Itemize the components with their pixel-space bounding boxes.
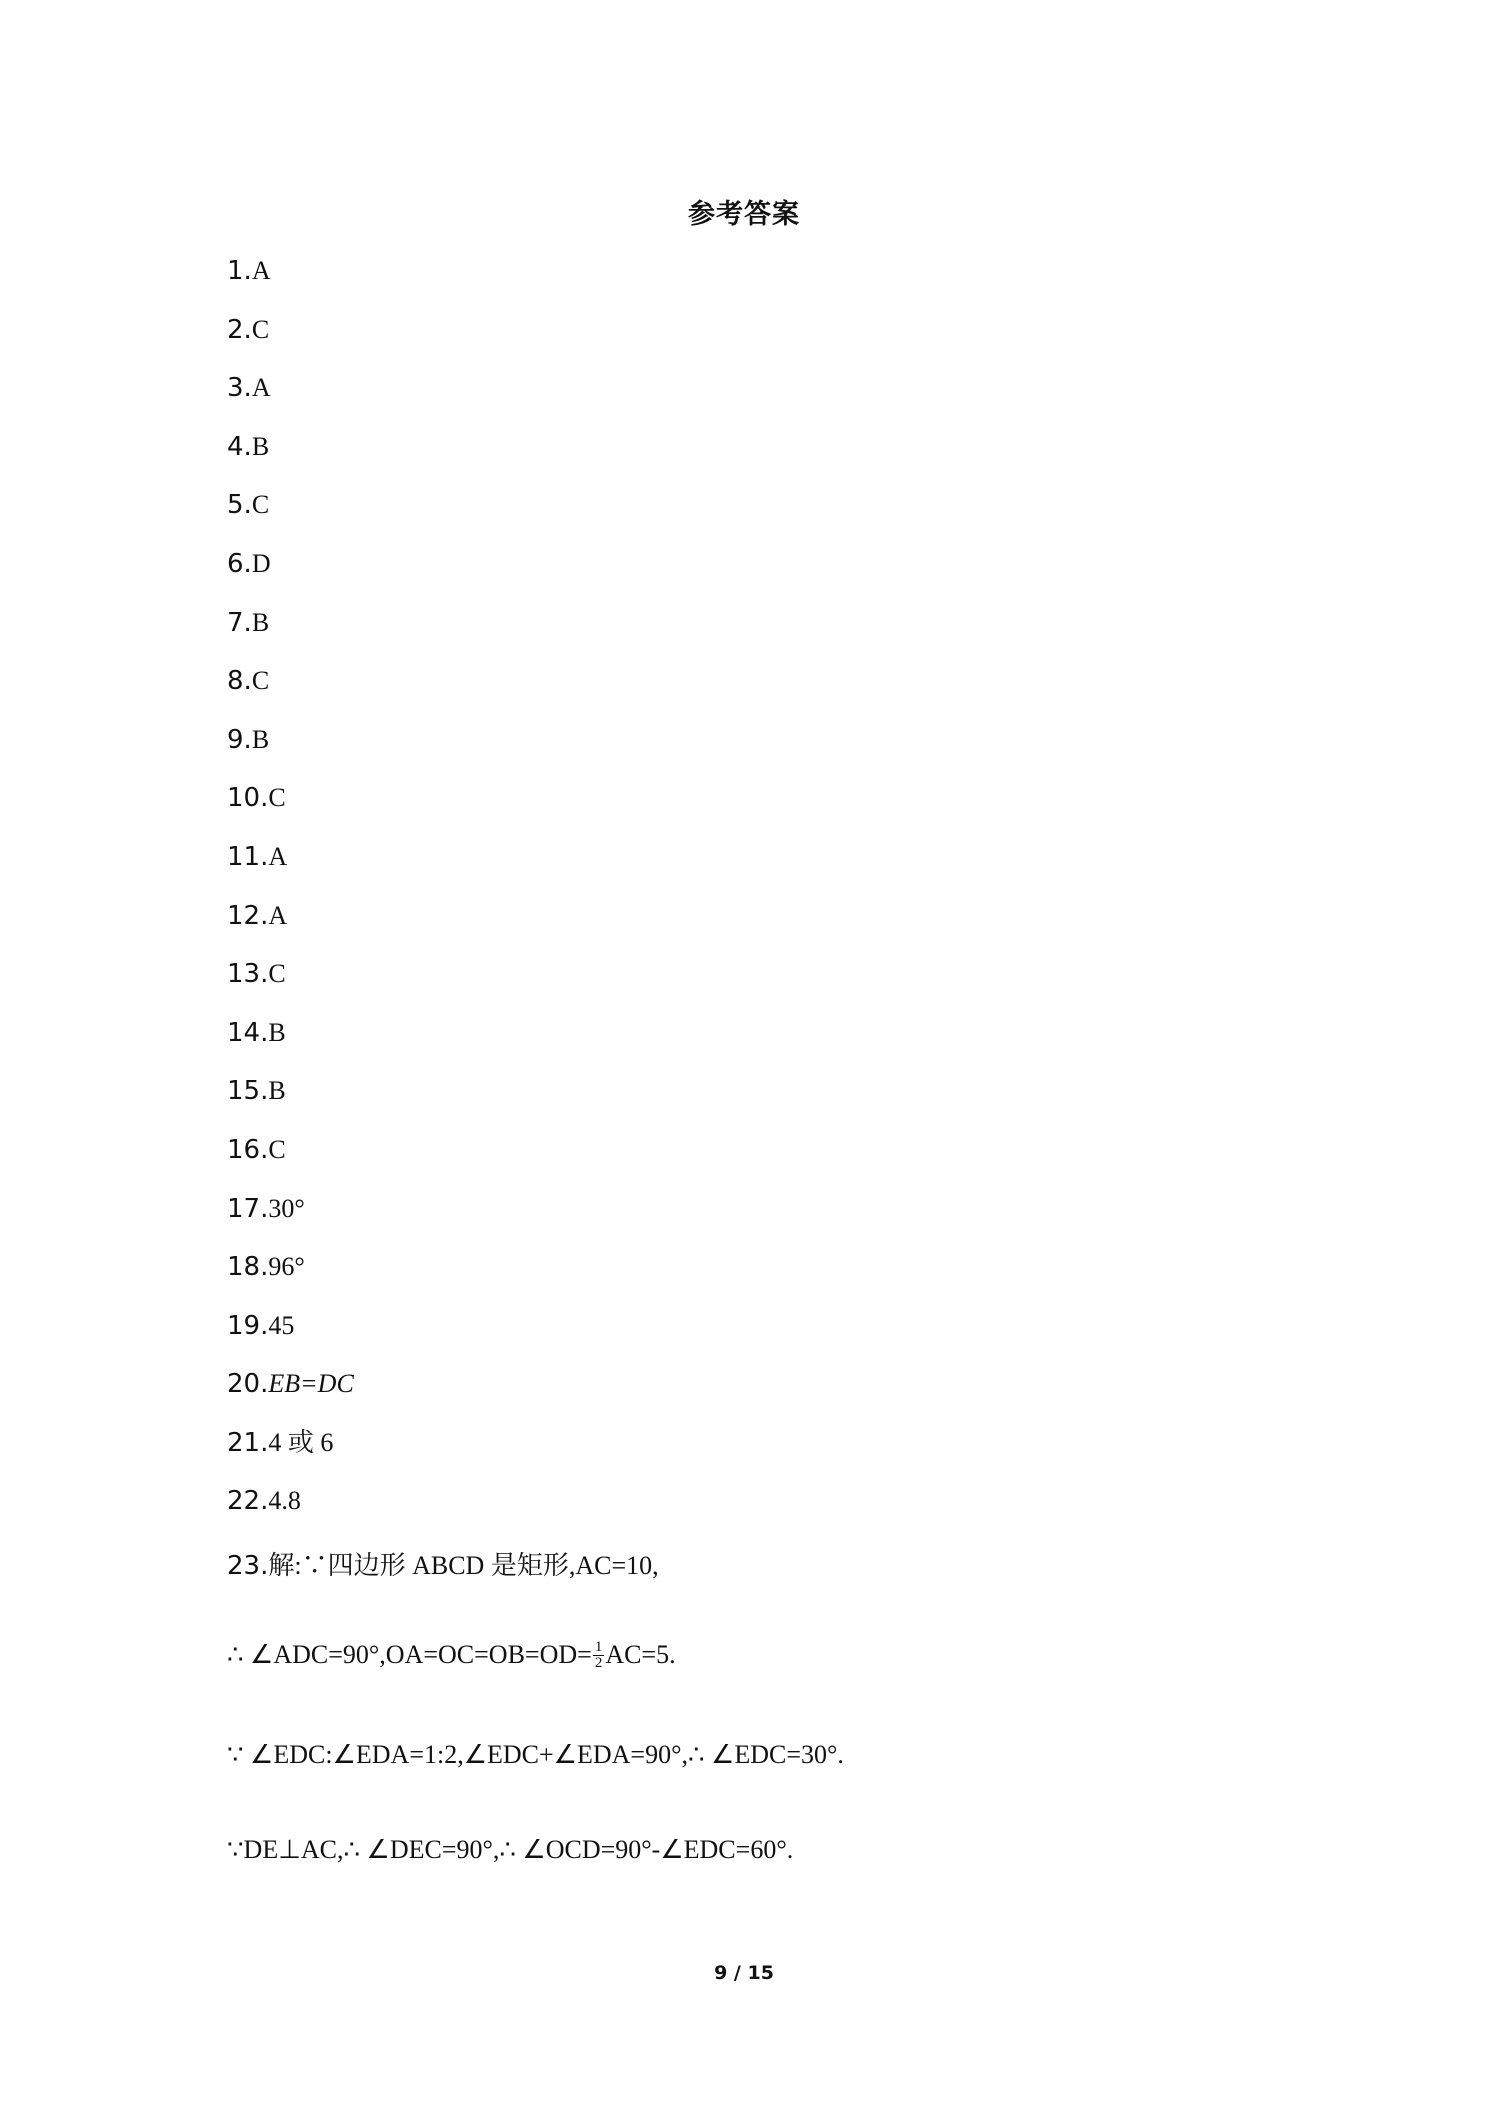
solution-line-1 bbox=[227, 1545, 659, 1582]
answer-number: 14. bbox=[227, 1017, 269, 1048]
answer-item-17 bbox=[227, 1190, 354, 1249]
answer-item-14 bbox=[227, 1014, 354, 1073]
question-number: 23. bbox=[227, 1551, 269, 1581]
answer-item-9 bbox=[227, 721, 354, 780]
solution-text: ∴ ∠ADC=90°,OA=OC=OB=OD= bbox=[227, 1640, 592, 1669]
page-title: 参考答案 bbox=[688, 199, 800, 230]
answer-value: C bbox=[268, 959, 286, 989]
answer-number: 1. bbox=[227, 256, 252, 286]
answer-number: 15. bbox=[227, 1076, 269, 1107]
fraction-numerator: 1 bbox=[594, 1638, 603, 1655]
answer-value: C bbox=[251, 666, 270, 696]
answer-number: 6. bbox=[227, 548, 252, 579]
answer-value: D bbox=[251, 548, 271, 578]
answer-value: B bbox=[251, 724, 270, 754]
answer-number: 21. bbox=[227, 1427, 269, 1458]
answer-number: 8. bbox=[227, 666, 252, 697]
page-number: 9 / 15 bbox=[714, 1962, 774, 1984]
answer-item-18 bbox=[227, 1248, 354, 1307]
answer-number: 10. bbox=[227, 783, 269, 814]
answer-value: C bbox=[268, 1134, 286, 1164]
answer-value: B bbox=[268, 1076, 286, 1106]
answer-value: C bbox=[268, 783, 286, 813]
answer-item-4 bbox=[227, 428, 354, 487]
answer-value: B bbox=[268, 1017, 286, 1047]
answer-item-21 bbox=[227, 1424, 354, 1483]
answer-value: 4.8 bbox=[268, 1486, 301, 1516]
answer-item-15 bbox=[227, 1072, 354, 1131]
answer-value: EB=DC bbox=[268, 1369, 354, 1399]
answer-item-3 bbox=[227, 369, 354, 428]
answer-number: 12. bbox=[227, 900, 269, 931]
answer-value: B bbox=[251, 431, 270, 461]
answer-item-22 bbox=[227, 1482, 354, 1541]
fraction-denominator: 2 bbox=[594, 1654, 603, 1671]
solution-line-2 bbox=[227, 1640, 676, 1673]
answer-value: A bbox=[251, 373, 271, 403]
answer-number: 11. bbox=[227, 841, 269, 872]
answer-number: 22. bbox=[227, 1486, 269, 1517]
answer-value: C bbox=[251, 490, 270, 520]
solution-line-3: ∵ ∠EDC:∠EDA=1:2,∠EDC+∠EDA=90°,∴ ∠EDC=30°. bbox=[227, 1740, 844, 1769]
answer-item-5 bbox=[227, 486, 354, 545]
answer-number: 9. bbox=[227, 724, 252, 755]
answer-number: 16. bbox=[227, 1134, 269, 1165]
answer-value: 96° bbox=[268, 1252, 305, 1282]
answer-item-10 bbox=[227, 779, 354, 838]
answer-item-6 bbox=[227, 545, 354, 604]
solution-line-4: ∵DE⊥AC,∴ ∠DEC=90°,∴ ∠OCD=90°-∠EDC=60°. bbox=[227, 1835, 794, 1864]
solution-text: 解:∵四边形 ABCD 是矩形,AC=10, bbox=[268, 1551, 659, 1580]
answer-number: 4. bbox=[227, 431, 252, 462]
answer-item-7 bbox=[227, 604, 354, 663]
answer-item-20 bbox=[227, 1365, 354, 1424]
solution-text: AC=5. bbox=[605, 1640, 676, 1669]
answer-value: C bbox=[251, 314, 270, 344]
answer-value: 45 bbox=[268, 1310, 295, 1340]
answer-item-11 bbox=[227, 838, 354, 897]
answer-number: 13. bbox=[227, 959, 269, 990]
answer-item-2 bbox=[227, 311, 354, 370]
answer-list bbox=[227, 252, 354, 1541]
answer-item-19 bbox=[227, 1307, 354, 1366]
answer-value: A bbox=[268, 900, 288, 930]
answer-item-12 bbox=[227, 897, 354, 956]
answer-number: 7. bbox=[227, 607, 252, 638]
answer-item-13 bbox=[227, 955, 354, 1014]
answer-number: 17. bbox=[227, 1193, 269, 1224]
fraction bbox=[593, 1640, 605, 1671]
answer-value: A bbox=[251, 256, 271, 285]
answer-number: 5. bbox=[227, 490, 252, 521]
answer-value: B bbox=[251, 607, 270, 637]
answer-number: 3. bbox=[227, 373, 252, 404]
answer-item-8 bbox=[227, 662, 354, 721]
answer-number: 2. bbox=[227, 314, 252, 345]
answer-item-1 bbox=[227, 252, 354, 311]
answer-number: 20. bbox=[227, 1369, 269, 1400]
answer-value: A bbox=[268, 841, 288, 871]
answer-value: 4 或 6 bbox=[268, 1427, 334, 1457]
answer-number: 18. bbox=[227, 1252, 269, 1283]
answer-number: 19. bbox=[227, 1310, 269, 1341]
answer-item-16 bbox=[227, 1131, 354, 1190]
answer-value: 30° bbox=[268, 1193, 305, 1223]
